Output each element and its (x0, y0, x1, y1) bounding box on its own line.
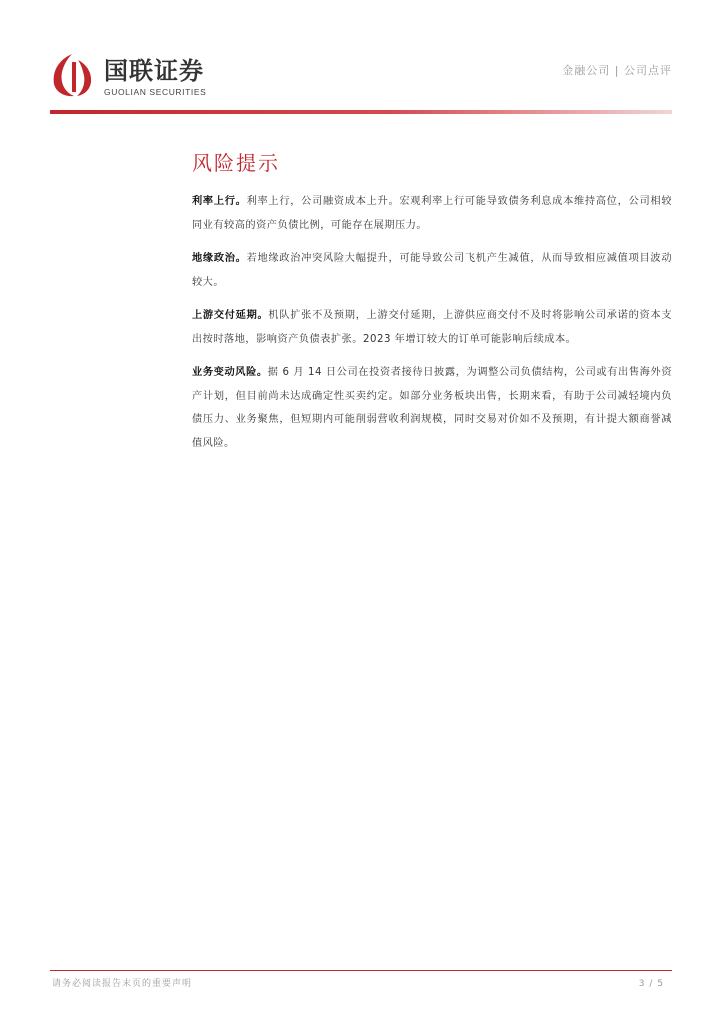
risk-text: 机队扩张不及预期，上游交付延期，上游供应商交付不及时将影响公司承诺的资本支出按时落地，影响资产负债表扩张。2023 年增订较大的订单可能影响后续成本。 (192, 310, 673, 345)
header-divider (50, 110, 672, 114)
section-title: 风险提示 (192, 151, 280, 175)
risk-text: 若地缘政治冲突风险大幅提升，可能导致公司飞机产生减值，从而导致相应减值项目波动较大。 (192, 253, 673, 288)
risk-text: 据 6 月 14 日公司在投资者接待日披露，为调整公司负债结构，公司或有出售海外资产计划，但目前尚未达成确定性买卖约定。如部分业务板块出售，长期来看，有助于公司减轻境内负债压力、业务聚焦，但短期内可能削弱营收利润规模，同时交易对价如不及预期，有计提大额商誉减值风险。 (192, 367, 673, 449)
risk-paragraph (192, 304, 672, 351)
risk-label: 利率上行。 (192, 196, 247, 207)
risk-text: 利率上行，公司融资成本上升。宏观利率上行可能导致债务利息成本维持高位，公司相较同业有较高的资产负债比例，可能存在展期压力。 (192, 196, 673, 231)
logo-text-en: GUOLIAN SECURITIES (104, 87, 207, 97)
guolian-logo-icon (50, 52, 94, 98)
logo-text-cn: 国联证券 (104, 57, 204, 85)
risk-label: 上游交付延期。 (192, 310, 269, 321)
footer-disclaimer: 请务必阅读报告末页的重要声明 (52, 979, 193, 989)
risk-list (192, 190, 672, 465)
page-header (0, 0, 724, 120)
risk-paragraph (192, 247, 672, 294)
footer-divider (50, 970, 672, 971)
report-category: 金融公司 | 公司点评 (562, 64, 672, 77)
risk-paragraph (192, 190, 672, 237)
risk-paragraph (192, 361, 672, 455)
risk-label: 业务变动风险。 (192, 367, 268, 378)
page-number: 3 / 5 (638, 979, 664, 989)
risk-label: 地缘政治。 (192, 253, 247, 264)
